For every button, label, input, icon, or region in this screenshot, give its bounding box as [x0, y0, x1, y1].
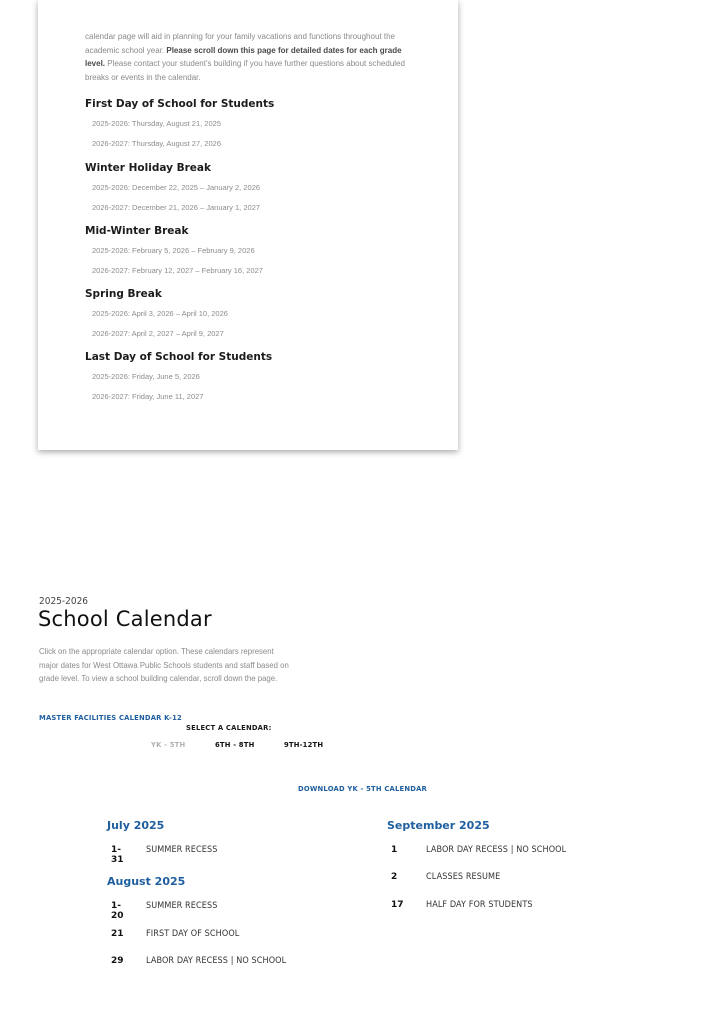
event-description: CLASSES RESUME	[426, 872, 501, 882]
year-label: 2025-2026	[39, 596, 89, 607]
event-date: 1-31	[111, 845, 124, 865]
section-line: 2026-2027: February 12, 2027 – February 16, 2027	[92, 266, 263, 275]
section-heading: Last Day of School for Students	[85, 351, 273, 363]
section-line: 2026-2027: Friday, June 11, 2027	[92, 392, 204, 401]
section-mid-winter-break	[85, 225, 425, 275]
section-first-day	[85, 98, 425, 148]
month-heading-september: September 2025	[387, 819, 490, 832]
event-date: 29	[111, 956, 124, 966]
month-heading-august: August 2025	[107, 875, 186, 888]
event-description: SUMMER RECESS	[146, 901, 218, 911]
section-heading: Spring Break	[85, 288, 162, 300]
intro-lead: calendar page will aid in planning for your family vacations and functions throughout the academic school year.	[85, 32, 395, 55]
master-facilities-calendar-link[interactable]: MASTER FACILITIES CALENDAR K-12	[39, 714, 182, 722]
section-heading: Winter Holiday Break	[85, 162, 211, 174]
download-calendar-link[interactable]: DOWNLOAD YK - 5TH CALENDAR	[298, 785, 427, 793]
section-line: 2025-2026: February 5, 2026 – February 9, 2026	[92, 246, 255, 255]
select-calendar-label: SELECT A CALENDAR:	[186, 724, 272, 732]
section-line: 2025-2026: April 3, 2026 – April 10, 2026	[92, 309, 228, 318]
month-heading-july: July 2025	[107, 819, 165, 832]
event-description: FIRST DAY OF SCHOOL	[146, 929, 240, 939]
event-date: 17	[391, 900, 404, 910]
calendar-description: Click on the appropriate calendar option. These calendars represent major dates for West Ottawa Public Schools students and staff based on grade level. To view a school building calendar, scroll down the page.	[39, 647, 289, 683]
event-description: HALF DAY FOR STUDENTS	[426, 900, 533, 910]
section-winter-break	[85, 162, 425, 212]
event-date: 1	[391, 845, 398, 855]
event-description: LABOR DAY RECESS | NO SCHOOL	[146, 956, 287, 966]
break-dates-card	[38, 0, 458, 450]
section-line: 2026-2027: April 2, 2027 – April 9, 2027	[92, 329, 224, 338]
section-line: 2026-2027: December 21, 2026 – January 1, 2027	[92, 203, 261, 212]
section-heading: First Day of School for Students	[85, 98, 275, 110]
tab-yk-5th[interactable]: YK - 5TH	[151, 741, 186, 749]
card-intro-text	[85, 30, 410, 84]
tab-9th-12th[interactable]: 9TH-12TH	[284, 741, 324, 749]
event-date: 1-20	[111, 901, 124, 921]
section-heading: Mid-Winter Break	[85, 225, 189, 237]
section-line: 2025-2026: December 22, 2025 – January 2, 2026	[92, 183, 261, 192]
tab-6th-8th[interactable]: 6TH - 8TH	[215, 741, 255, 749]
event-date: 21	[111, 929, 124, 939]
section-line: 2026-2027: Thursday, August 27, 2026	[92, 139, 221, 148]
section-spring-break	[85, 288, 425, 338]
intro-bold: Please scroll down this page for detailed dates for each grade level.	[85, 45, 402, 68]
page-title: School Calendar	[38, 607, 212, 631]
section-line: 2025-2026: Thursday, August 21, 2025	[92, 119, 221, 128]
section-line: 2025-2026: Friday, June 5, 2026	[92, 372, 200, 381]
event-date: 2	[391, 872, 398, 882]
section-last-day	[85, 351, 425, 401]
event-description: LABOR DAY RECESS | NO SCHOOL	[426, 845, 567, 855]
event-description: SUMMER RECESS	[146, 845, 218, 855]
intro-tail: Please contact your student's building if you have further questions about scheduled breaks or events in the calendar.	[85, 59, 405, 82]
